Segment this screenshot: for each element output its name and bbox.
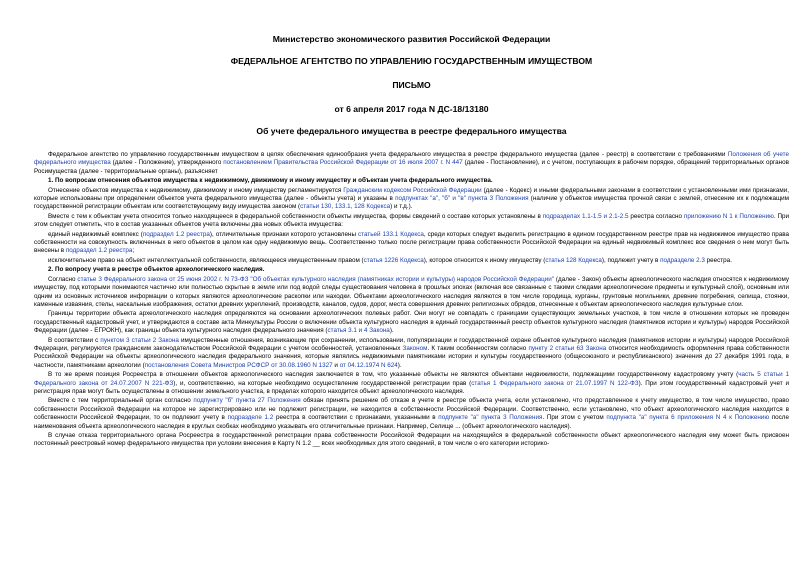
text: ; bbox=[132, 247, 135, 255]
text: . При этом следует отметить, что в состав указанных объектов учета включены два новых объекта имущества: bbox=[34, 212, 790, 229]
link-statii-kodeksa[interactable]: статьи 130, 133.1, 128 Кодекса bbox=[300, 203, 391, 211]
text: исключительное право на объект интеллектуальной собственности, являющееся имущественным правом ( bbox=[48, 256, 364, 264]
text: ) и т.д.). bbox=[390, 203, 413, 211]
link-zakon[interactable]: Законом bbox=[402, 344, 428, 352]
section-heading-2: 2. По вопросу учета в реестре объектов археологического наследия. bbox=[48, 266, 265, 274]
text: Согласно bbox=[48, 275, 78, 283]
paragraph bbox=[34, 310, 789, 335]
link-podrazdel-2-3[interactable]: подразделе 2.3 bbox=[660, 256, 705, 264]
paragraph bbox=[34, 213, 789, 230]
document-subject: Об учете федерального имущества в реестре федерального имущества bbox=[256, 126, 567, 136]
text: Границы территории объекта археологического наследия определяются на основании археологических полевых работ. Они могут не совпадать с границами существующих земельных участков, в том числе в отношении которых не проведен государственный кадастровый учет, и утверждаются в составе акта Минкультуры России о включении объекта культурного наследия в единый государственный реестр объектов культурного наследия (памятников истории и культуры) народов Российской Федерации (далее - ЕГРОКН), как границы объекта культурного наследия федерального значения ( bbox=[34, 310, 789, 335]
text: единый недвижимый комплекс ( bbox=[48, 230, 143, 238]
text: реестра. bbox=[704, 256, 732, 264]
text: относится необходимость оформления права собственности Российской Федерации на объекты археологического наследия федерального значения, которые являлись недвижимыми памятниками истории и культуры государственного (общесоюзного и республиканского) значения до 27 декабря 1991 года, в частности, памятниками археологии ( bbox=[34, 344, 789, 369]
text: ). bbox=[397, 361, 402, 369]
paragraph bbox=[34, 276, 789, 310]
document-date-number: от 6 апреля 2017 года N ДС-18/13180 bbox=[334, 104, 489, 114]
link-prilozhenie-1[interactable]: приложению N 1 к Положению bbox=[683, 212, 774, 220]
text: ), которое относится к иному имуществу ( bbox=[423, 256, 546, 264]
link-postanovlenie-624[interactable]: от 04.12.1974 N 624 bbox=[339, 361, 398, 369]
text: Федеральное агентство по управлению государственным имуществом в целях обеспечения единообразия учета федерального имущества в реестре федерального имущества (далее - реестр) в соответствии с требованиями bbox=[48, 151, 728, 158]
link-podrazdely[interactable]: подразделах 1.1-1.5 и 2.1-2.5 bbox=[542, 212, 629, 220]
text: Вместе с тем территориальный орган согласно bbox=[48, 397, 194, 405]
text: ), и, соответственно, на которые необходимо осуществление государственной регистрации прав ( bbox=[173, 379, 472, 387]
text: (далее - Кодекс) и иными федеральными законами в соответствии с установленными ими признаками, которые использованы при определении объектов учета федерального имущества (далее - объекты учета) и указаны в bbox=[34, 186, 789, 203]
text: . К таким особенностям согласно bbox=[427, 344, 529, 352]
link-statya-3-zakona[interactable]: статье 3 Федерального закона от 25 июня 2002 г. N 73-ФЗ "Об объектах культурного наследия (памятниках истории и культуры) народов Российской Федерации" bbox=[77, 275, 555, 283]
text: (далее - Постановление), и с учетом, поступающих в рабочем порядке, обращений территориальных органов Росимущества (далее - территориальные органы), разъясняет bbox=[34, 159, 789, 175]
text: , среди которых следует выделить регистрацию в едином государственном реестре прав на недвижимое имущество права собственности на совокупность включенных в него объектов в целом как одну недвижимую вещь. Соответственно только после регистрации права собственности Российской Федерации на единый недвижимый комплекс все сведения о нем могут быть внесены в bbox=[34, 230, 790, 255]
link-prilozhenie-4[interactable]: подпункта "а" пункта 6 приложения N 4 к Положению bbox=[606, 414, 770, 422]
ministry-title: Министерство экономического развития Российской Федерации bbox=[272, 34, 551, 44]
text: В то же время позиция Росреестра в отношении объектов археологического наследия заключается в том, что указанные объекты не являются объектами недвижимости, подлежащими государственному кадастровому учету ( bbox=[48, 371, 739, 379]
link-podrazdel-1-2[interactable]: подраздел 1.2 реестра bbox=[142, 230, 210, 238]
text: ), подлежит учету в bbox=[601, 256, 661, 264]
text: обязан принять решение об отказе в учете в реестре объекта учета, если установлено, что представленное к учету имущество, в том числе имущество, право собственности Российской Федерации на которое не зарегистрировано или не подлежит регистрации, не находится в собственности Российской Федерации. Соответственно, если установлено, что объект археологического наследия находится в собственности Российской Федерации, то он подлежит учету в bbox=[34, 397, 789, 422]
text: Вместе с тем к объектам учета относится только находящееся в федеральной собственности объекты имущества, формы сведений о составе которых установлены в bbox=[48, 212, 543, 220]
link-postanovlenie-447[interactable]: постановлением Правительства Российской Федерации от 16 июля 2007 г. N 447 bbox=[223, 159, 463, 167]
link-punkt-27[interactable]: подпункту "б" пункта 27 Положения bbox=[193, 397, 301, 405]
link-podrazdel-1-2[interactable]: подраздел 1.2 реестра bbox=[65, 247, 133, 255]
link-punkt-3-statya-2[interactable]: пунктом 3 статьи 2 Закона bbox=[100, 336, 179, 344]
text: Отнесение объектов имущества к недвижимому, движимому и иному имуществу регламентируется bbox=[48, 186, 344, 194]
link-statya-128[interactable]: статья 128 Кодекса bbox=[545, 256, 602, 264]
link-gk-rf[interactable]: Гражданским кодексом Российской Федерации bbox=[343, 186, 482, 194]
link-polozhenie[interactable]: Положения об учете федерального имущества bbox=[34, 151, 789, 167]
link-statya-1226[interactable]: статья 1226 Кодекса bbox=[363, 256, 424, 264]
link-punkt-2-statya-63[interactable]: пункту 2 статьи 63 Закона bbox=[528, 344, 607, 352]
link-podrazdel-1-2[interactable]: подразделе 1.2 bbox=[227, 414, 274, 422]
paragraph bbox=[34, 371, 789, 396]
paragraph bbox=[34, 432, 789, 449]
agency-title: ФЕДЕРАЛЬНОЕ АГЕНТСТВО ПО УПРАВЛЕНИЮ ГОСУДАРСТВЕННЫМ ИМУЩЕСТВОМ bbox=[230, 56, 593, 66]
document-body bbox=[34, 151, 789, 449]
text: ). bbox=[389, 327, 394, 335]
text: (далее - Закон) объекты археологического наследия относятся к недвижимому имуществу, под которыми понимаются частично или полностью скрытые в земле или под водой следы существования человека в прошлых эпохах (включая все связанные с такими следами археологические предметы и культурный слой), основным или одним из основных источников информации о которых являются археологические раскопки или находки. Объектами археологического наследия являются в том числе городища, курганы, грунтовые могильники, древние погребения, селища, стоянки, каменные изваяния, стелы, наскальные изображения, остатки древних укреплений, производств, каналов, судов, дорог, места совершения древних религиозных обрядов, отнесенные к объектам археологического наследия культурные слои. bbox=[34, 275, 789, 308]
paragraph bbox=[34, 231, 789, 256]
section-heading-1: 1. По вопросам отнесения объектов имущества к недвижимому, движимому и иному имуществу и объектам учета федерального имущества. bbox=[48, 177, 493, 185]
document-type: ПИСЬМО bbox=[392, 80, 431, 90]
text: и bbox=[332, 361, 340, 369]
text: реестра в соответствии с признаками, указанными в bbox=[273, 414, 439, 422]
link-punkt-3-a[interactable]: подпункте "а" пункта 3 Положения bbox=[438, 414, 543, 422]
link-221-fz[interactable]: часть 5 статьи 1 Федерального закона от 24.07.2007 N 221-ФЗ bbox=[34, 371, 790, 387]
link-postanovlenie-1327[interactable]: постановления Совета Министров РСФСР от 30.08.1960 N 1327 bbox=[144, 361, 333, 369]
paragraph bbox=[34, 257, 789, 265]
text: ), отличительные признаки которого установлены bbox=[209, 230, 358, 238]
text: (наличие у объектов имущества прочной связи с землей, отнесение их к подлежащим государственной регистрации объектам или соответствующему виду имущества законом ( bbox=[34, 195, 790, 211]
paragraph bbox=[34, 337, 789, 371]
link-statya-3-1-4[interactable]: статья 3.1 и 4 Закона bbox=[327, 327, 390, 335]
text: В соответствии с bbox=[48, 336, 101, 344]
text: имущественные отношения, возникающие при сохранении, использовании, популяризации и государственной охране объектов культурного наследия (памятников истории и культуры) народов Российской Федерации, регулируются гражданским законодательством Российской Федерации с учетом особенностей, установленных bbox=[34, 336, 789, 352]
text: после наименования объекта археологического наследия в круглых скобках необходимо указывать его отличительные признаки. Например, Селище ... (объект археологического наследия). bbox=[34, 414, 789, 430]
text: . При этом с учетом bbox=[542, 414, 607, 422]
text: ). При этом государственный кадастровый учет и регистрация прав могут быть осуществлены в отношении земельного участка, в пределах которого находится объект археологического наследия. bbox=[34, 379, 790, 395]
link-122-fz[interactable]: статья 1 Федерального закона от 21.07.1997 N 122-ФЗ bbox=[471, 379, 639, 387]
paragraph-intro bbox=[34, 151, 789, 176]
paragraph bbox=[34, 397, 789, 431]
text: В случае отказа территориального органа Росреестра в государственной регистрации права собственности Российской Федерации на находящийся в федеральной собственности объект археологического наследия ему может быть присвоен постоянный реестровый номер федерального имущества при условии внесения в Карту N 1.2 __ всех необходимых для этого сведений, в том числе о его категории историко- bbox=[34, 432, 789, 448]
text: (далее - Положение), утвержденного bbox=[110, 159, 224, 167]
paragraph bbox=[34, 187, 789, 212]
link-punkt-3[interactable]: подпунктах "а", "б" и "в" пункта 3 Положения bbox=[395, 195, 529, 203]
link-statya-133-1[interactable]: статьей 133.1 Кодекса bbox=[357, 230, 424, 238]
text: реестра согласно bbox=[628, 212, 684, 220]
